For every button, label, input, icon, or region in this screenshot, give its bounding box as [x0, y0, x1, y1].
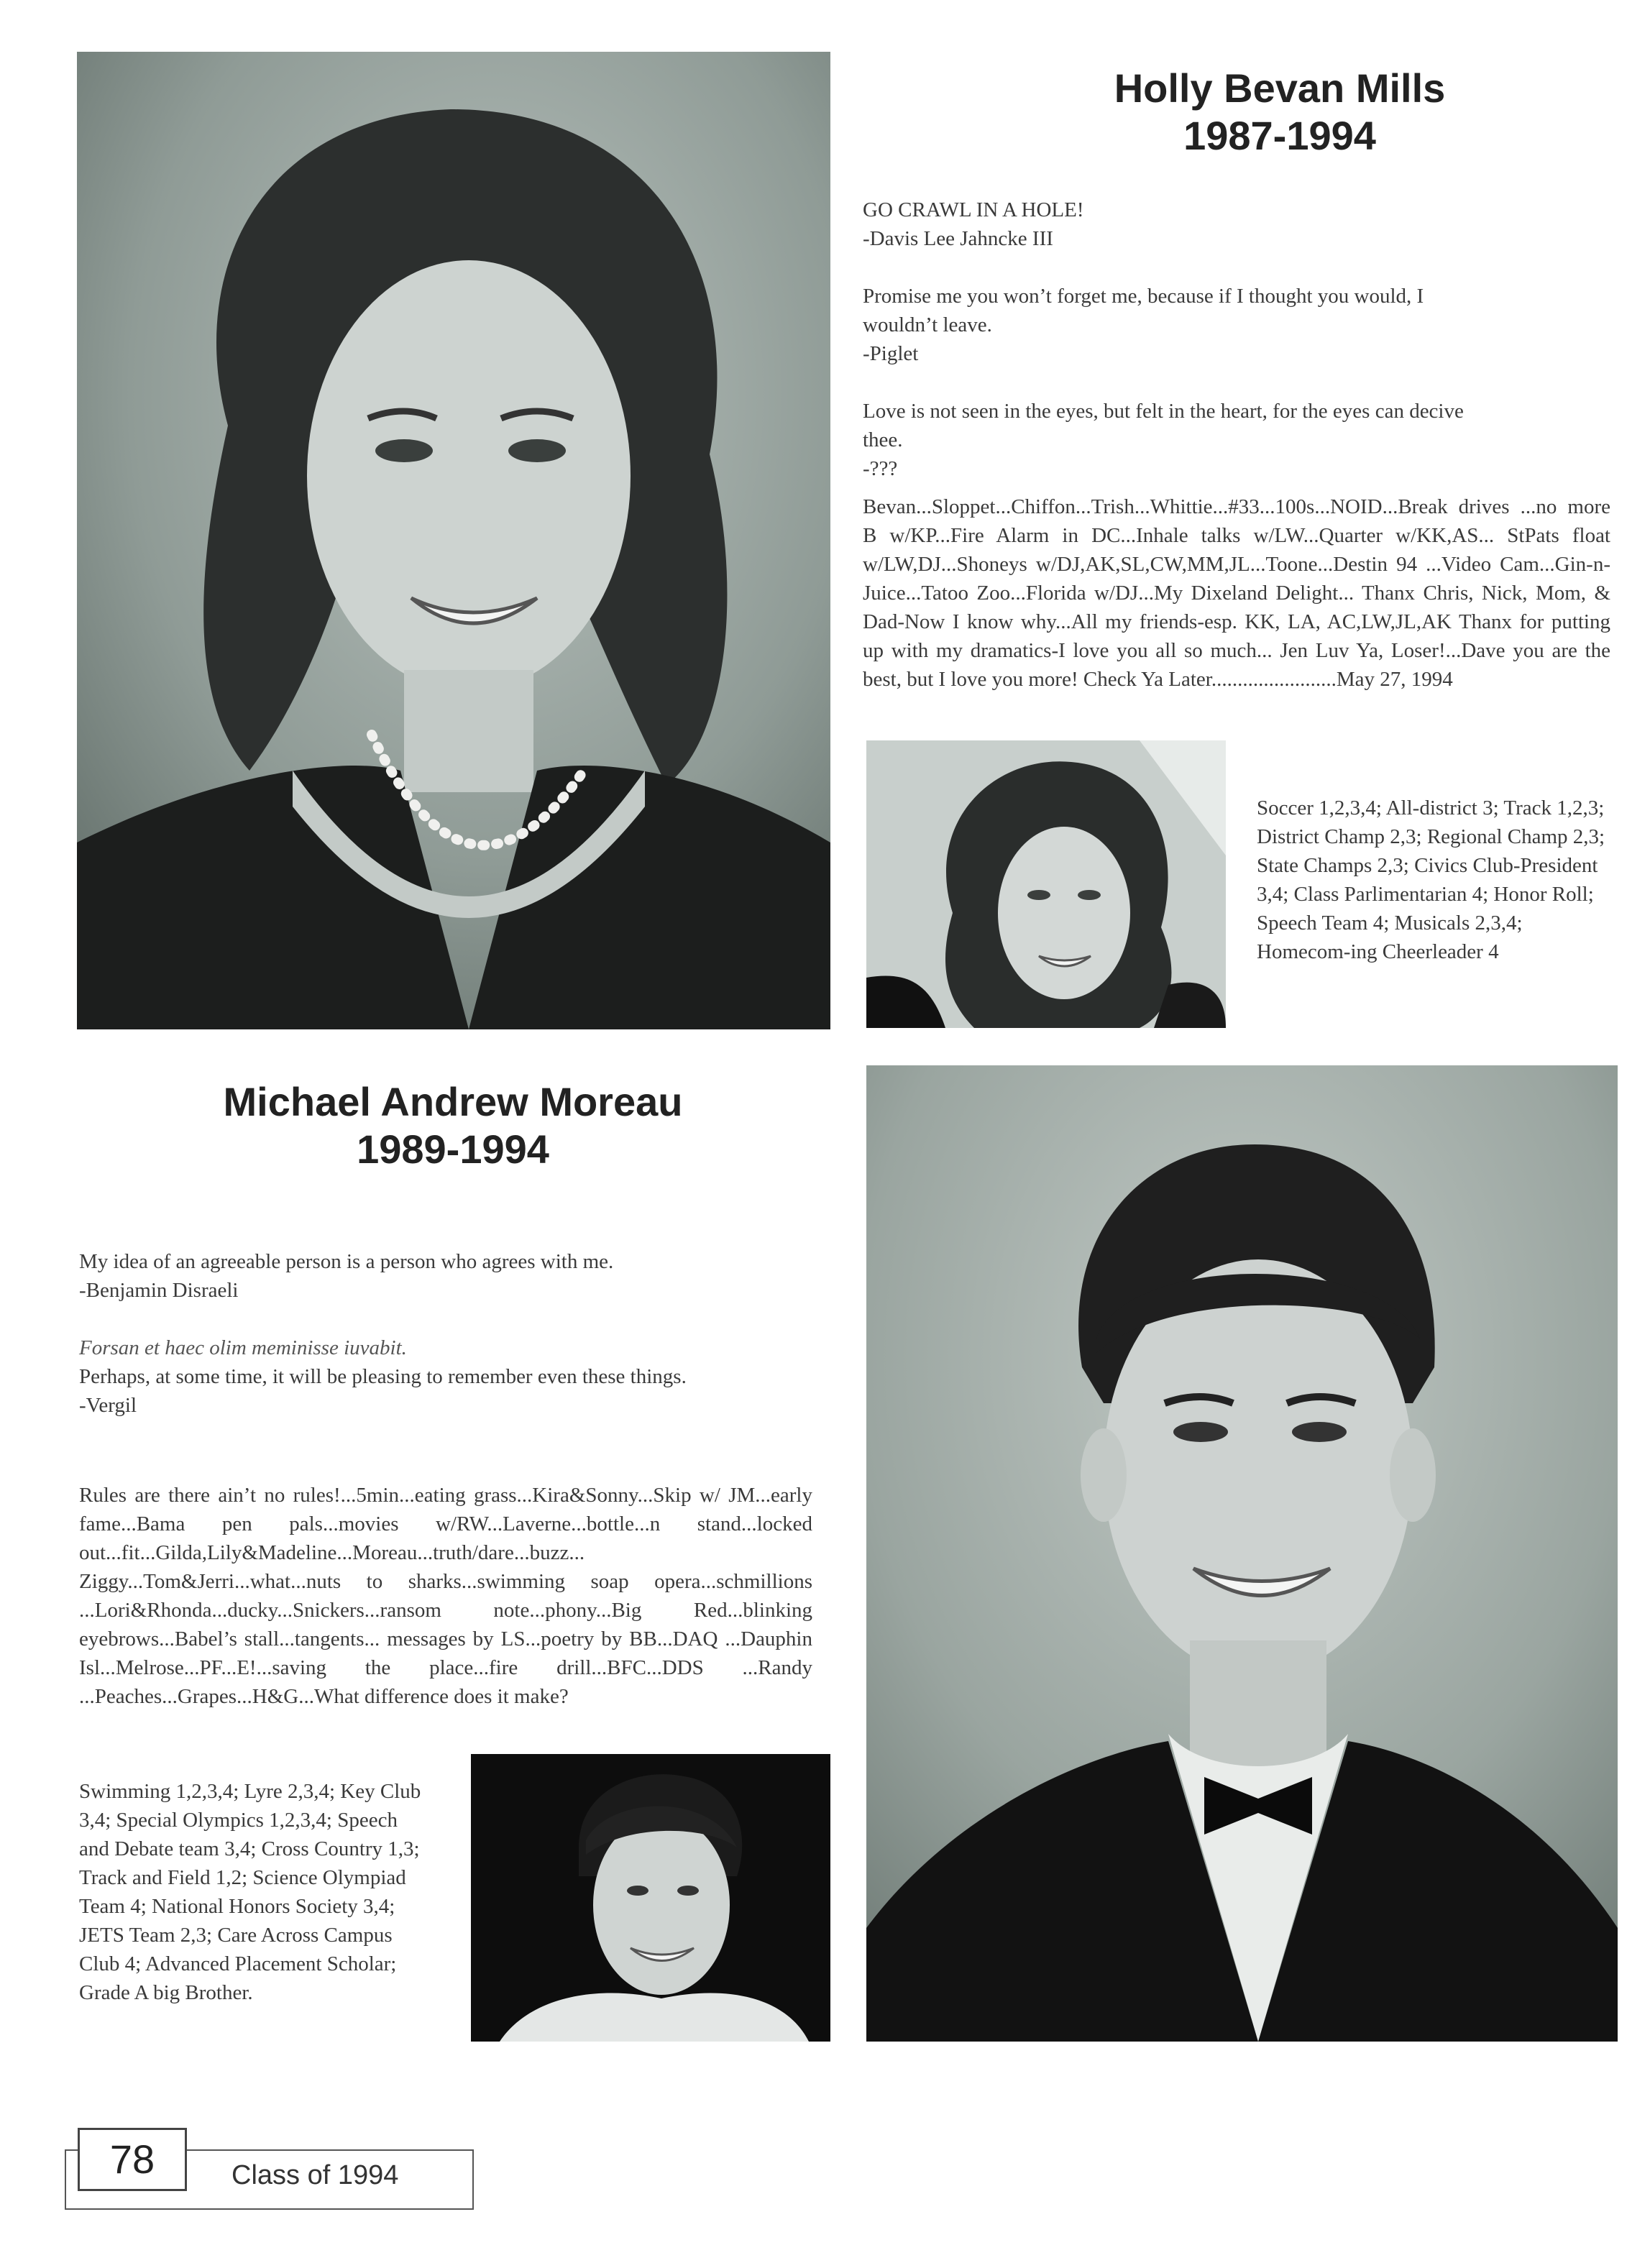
- portrait-holly-main: [77, 52, 830, 1029]
- michael-activities: [79, 1777, 431, 2007]
- holly-memories: [863, 492, 1610, 694]
- holly-memories-text: Bevan...Sloppet...Chiffon...Trish...Whittie...#33...100s...NOID...Break drives ...no more B w/KP...Fire Alarm in DC...Inhale talks w/LW...Quarter w/KK,AS... StPats float w/LW,DJ...Shoneys w/DJ,AK,SL,CW,MM,JL...Toone...Destin 94 ...Video Cam...Gin-n-Juice...Tatoo Zoo...Florida w/DJ...My Dixeland Delight... Thanx Chris, Nick, Mom, & Dad-Now I know why...All my friends-esp. KK, LA, AC,LW,JL,AK Thanx for putting up with my dramatics-I love you all so much... Jen Luv Ya, Loser!...Dave you are the best, but I love you more! Check Ya Later........................May 27, 1994: [863, 495, 1610, 691]
- photo-michael-candid: [471, 1754, 830, 2042]
- michael-name: Michael Andrew Moreau: [223, 1079, 683, 1124]
- holly-quote-2: Promise me you won’t forget me, because if I thought you would, I wouldn’t leave.: [863, 285, 1424, 336]
- holly-years: 1987-1994: [1183, 112, 1376, 158]
- holly-activities: [1257, 794, 1616, 966]
- michael-quotes: [79, 1247, 820, 1420]
- michael-name-heading: [129, 1078, 776, 1172]
- holly-name-heading: [1007, 65, 1553, 159]
- michael-quote-1: My idea of an agreeable person is a person who agrees with me.: [79, 1250, 614, 1273]
- holly-quotes: [863, 196, 1495, 483]
- footer-section-label: Class of 1994: [232, 2160, 399, 2190]
- page-number: 78: [78, 2128, 187, 2191]
- michael-quote-2: Perhaps, at some time, it will be pleasing to remember even these things.: [79, 1365, 687, 1388]
- michael-years: 1989-1994: [357, 1126, 549, 1172]
- photo-holly-candid: [866, 740, 1226, 1028]
- michael-quote-2-latin: Forsan et haec olim meminisse iuvabit.: [79, 1336, 407, 1359]
- michael-memories-text: Rules are there ain’t no rules!...5min...eating grass...Kira&Sonny...Skip w/ JM...early fame...Bama pen pals...movies w/RW...Laverne...bottle...n stand...locked out...fit...Gilda,Lily&Madeline...Moreau...truth/dare...buzz... Ziggy...Tom&Jerri...what...nuts to sharks...swimming soap opera...schmillions ...Lori&Rhonda...ducky...Snickers...ransom note...phony...Big Red...blinking eyebrows...Babel’s stall...tangents... messages by LS...poetry by BB...DAQ ...Dauphin Isl...Melrose...PF...E!...saving the place...fire drill...BFC...DDS ...Randy ...Peaches...Grapes...H&G...What difference does it make?: [79, 1484, 812, 1708]
- michael-quote-2-author: -Vergil: [79, 1394, 137, 1417]
- holly-quote-3-author: -???: [863, 457, 898, 480]
- michael-memories: [79, 1481, 812, 1711]
- holly-name: Holly Bevan Mills: [1114, 65, 1446, 111]
- holly-quote-3: Love is not seen in the eyes, but felt in the heart, for the eyes can decive thee.: [863, 400, 1464, 451]
- portrait-michael-main: [866, 1065, 1618, 2042]
- holly-quote-1-author: -Davis Lee Jahncke III: [863, 227, 1053, 250]
- holly-quote-2-author: -Piglet: [863, 342, 919, 365]
- holly-activities-text: Soccer 1,2,3,4; All-district 3; Track 1,2,3; District Champ 2,3; Regional Champ 2,3; State Champs 2,3; Civics Club-President 3,4; Class Parlimentarian 4; Honor Roll; Speech Team 4; Musicals 2,3,4; Homecom-ing Cheerleader 4: [1257, 796, 1605, 963]
- michael-activities-text: Swimming 1,2,3,4; Lyre 2,3,4; Key Club 3,4; Special Olympics 1,2,3,4; Speech and Debate team 3,4; Cross Country 1,3; Track and Field 1,2; Science Olympiad Team 4; National Honors Society 3,4; JETS Team 2,3; Care Across Campus Club 4; Advanced Placement Scholar; Grade A big Brother.: [79, 1780, 421, 2004]
- michael-quote-1-author: -Benjamin Disraeli: [79, 1279, 239, 1302]
- holly-quote-1: GO CRAWL IN A HOLE!: [863, 198, 1084, 221]
